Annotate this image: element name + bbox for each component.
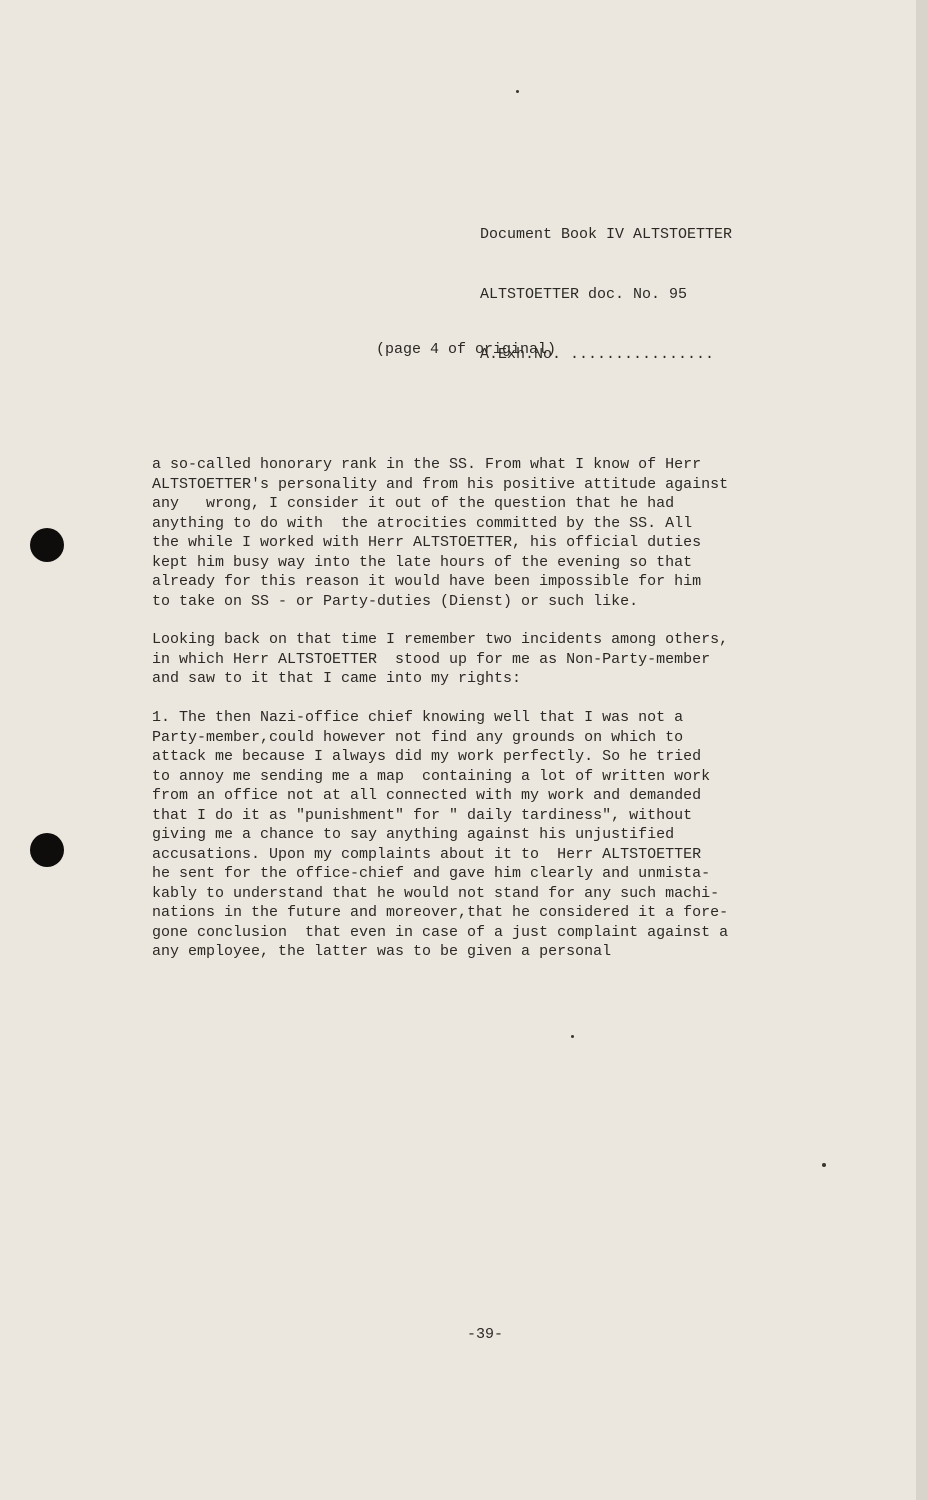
text-line: gone conclusion that even in case of a just complaint against a	[152, 923, 729, 941]
text-line: kably to understand that he would not stand for any such machi-	[152, 884, 720, 902]
text-line: ALTSTOETTER's personality and from his positive attitude against	[152, 475, 729, 493]
text-line: Party-member,could however not find any grounds on which to	[152, 728, 684, 746]
text-line: he sent for the office-chief and gave him clearly and unmista-	[152, 865, 711, 882]
text-line: and saw to it that I came into my rights:	[152, 670, 522, 687]
text-line: any wrong, I consider it out of the question that he had	[152, 495, 675, 512]
text-line: nations in the future and moreover,that he considered it a fore-	[152, 904, 729, 921]
text-line: 1. The then Nazi-office chief knowing well that I was not a	[152, 709, 684, 726]
header-exhibit-number: A.Exh.No. ................	[480, 346, 715, 363]
paragraph-3	[152, 708, 792, 962]
ink-speck	[822, 1163, 826, 1167]
text-line: anything to do with the atrocities committed by the SS. All	[152, 514, 693, 532]
header-book-line: Document Book IV ALTSTOETTER	[480, 226, 733, 243]
punch-hole-top	[30, 528, 64, 562]
text-line: to take on SS - or Party-duties (Dienst) or such like.	[152, 592, 639, 610]
text-line: any employee, the latter was to be given a personal	[152, 943, 612, 960]
text-line: the while I worked with Herr ALTSTOETTER, his official duties	[152, 534, 702, 551]
text-line: Looking back on that time I remember two incidents among others,	[152, 631, 729, 648]
text-line: attack me because I always did my work perfectly. So he tried	[152, 748, 702, 765]
text-line: in which Herr ALTSTOETTER stood up for me as Non-Party-member	[152, 650, 711, 668]
text-line: a so-called honorary rank in the SS. From what I know of Herr	[152, 456, 702, 473]
document-header	[480, 185, 732, 405]
page-reference: (page 4 of original)	[376, 341, 557, 358]
page-edge	[916, 0, 928, 1500]
page-number: -39-	[467, 1326, 504, 1343]
text-line: accusations. Upon my complaints about it to Herr ALTSTOETTER	[152, 845, 702, 863]
paragraph-1	[152, 455, 792, 611]
text-line: that I do it as "punishment" for " daily tardiness", without	[152, 806, 693, 824]
paragraph-2	[152, 630, 792, 689]
ink-speck	[516, 90, 519, 93]
punch-hole-bottom	[30, 833, 64, 867]
text-line: giving me a chance to say anything against his unjustified	[152, 826, 675, 843]
ink-speck	[571, 1035, 574, 1038]
text-line: from an office not at all connected with my work and demanded	[152, 787, 702, 804]
header-doc-number: ALTSTOETTER doc. No. 95	[480, 286, 688, 303]
text-line: to annoy me sending me a map containing a lot of written work	[152, 767, 711, 785]
text-line: already for this reason it would have been impossible for him	[152, 573, 702, 590]
text-line: kept him busy way into the late hours of the evening so that	[152, 553, 693, 571]
